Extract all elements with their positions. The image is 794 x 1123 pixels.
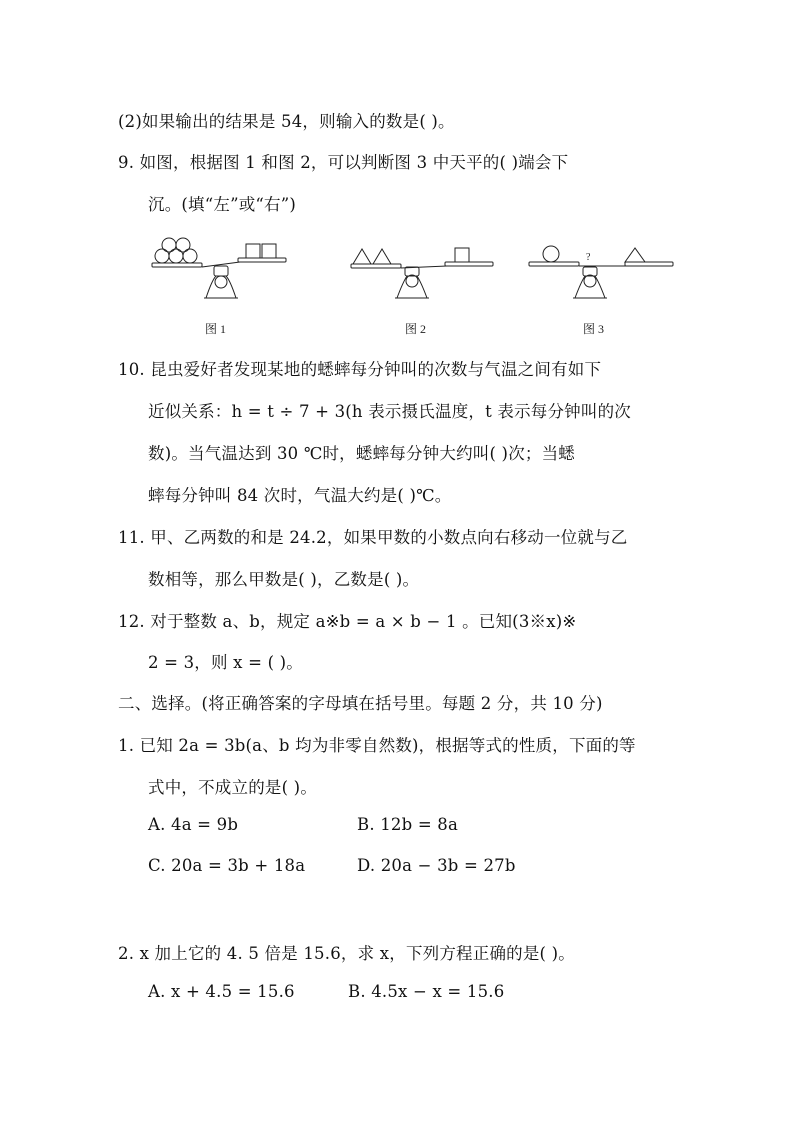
question-10-line-4: 蟀每分钟叫 84 次时，气温大约是( )℃。 [148,486,452,505]
question-8-part-2: (2)如果输出的结果是 54，则输入的数是( )。 [118,112,455,131]
balance-figure-2 [345,240,505,310]
section-2-heading: 二、选择。(将正确答案的字母填在括号里。每题 2 分，共 10 分) [118,694,603,713]
question-10-line-2: 近似关系：h = t ÷ 7 + 3(h 表示摄氏温度，t 表示每分钟叫的次 [148,402,631,421]
figure-1-caption: 图 1 [205,322,227,336]
choice-1-line-2: 式中，不成立的是( )。 [148,778,318,797]
balance-figure-3 [525,240,685,310]
choice-1-line-1: 1. 已知 2a = 3b(a、b 均为非零自然数)，根据等式的性质，下面的等 [118,736,636,755]
question-12-line-1: 12. 对于整数 a、b，规定 a※b = a × b − 1 。已知(3※x)※ [118,612,577,631]
choice-1-option-b: B. 12b = 8a [357,815,459,834]
choice-2-line-1: 2. x 加上它的 4. 5 倍是 15.6，求 x，下列方程正确的是( )。 [118,944,575,963]
choice-1-option-d: D. 20a − 3b = 27b [357,856,516,875]
choice-1-option-c: C. 20a = 3b + 18a [148,856,306,875]
question-9-line-2: 沉。(填“左”或“右”) [148,195,297,214]
question-9-line-1: 9. 如图，根据图 1 和图 2，可以判断图 3 中天平的( )端会下 [118,153,569,172]
question-10-line-1: 10. 昆虫爱好者发现某地的蟋蟀每分钟叫的次数与气温之间有如下 [118,360,602,379]
choice-2-option-a: A. x + 4.5 = 15.6 [148,982,295,1001]
choice-1-option-a: A. 4a = 9b [148,815,239,834]
question-11-line-1: 11. 甲、乙两数的和是 24.2，如果甲数的小数点向右移动一位就与乙 [118,528,628,547]
figure-3-caption: 图 3 [583,322,605,336]
question-12-line-2: 2 = 3，则 x = ( )。 [148,653,303,672]
figure-2-caption: 图 2 [405,322,427,336]
question-11-line-2: 数相等，那么甲数是( )，乙数是( )。 [148,570,420,589]
question-10-line-3: 数)。当气温达到 30 ℃时，蟋蟀每分钟大约叫( )次；当蟋 [148,444,575,463]
figure-3-question-mark: ? [586,252,591,263]
balance-figure-1 [140,230,300,310]
choice-2-option-b: B. 4.5x − x = 15.6 [348,982,505,1001]
